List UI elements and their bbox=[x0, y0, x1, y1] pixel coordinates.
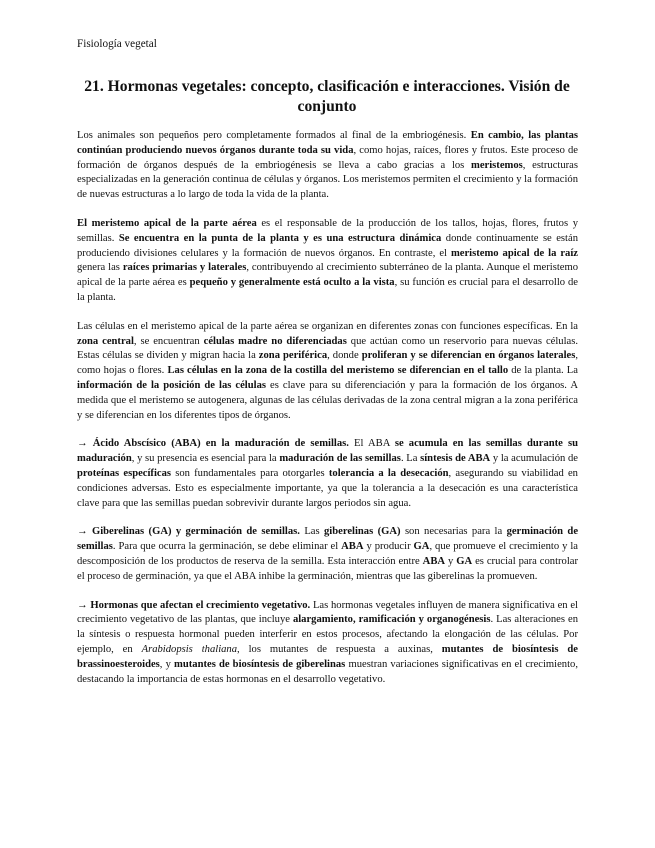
bold-text: Las células en la zona de la costilla del meristemo se diferencian en el tallo bbox=[167, 365, 509, 377]
paragraph-intro bbox=[77, 129, 578, 203]
bold-text: mutantes de biosíntesis de giberelinas bbox=[174, 658, 346, 670]
text-run: son fundamentales para otorgarles bbox=[171, 467, 329, 479]
bold-text: Hormonas que afectan el crecimiento vegetativo. bbox=[90, 599, 311, 611]
text-run: , contribuyendo al crecimiento subterráneo de la planta. Aunque el meristemo apical de la parte aérea es bbox=[77, 262, 579, 289]
paragraph-aba bbox=[77, 437, 578, 511]
paragraph-apical-meristem bbox=[77, 217, 578, 306]
text-run: El ABA bbox=[348, 438, 395, 450]
text-run: y producir bbox=[363, 541, 414, 553]
paragraph-gibberellins bbox=[77, 525, 578, 584]
bold-text: El meristemo apical de la parte aérea bbox=[77, 217, 257, 229]
bold-text: maduración de las semillas bbox=[279, 453, 401, 465]
text-run: , como hojas, raíces, flores y frutos. Este proceso de formación de órganos después de la embriogénesis se lleva a cabo gracias a los bbox=[77, 144, 579, 171]
document-body bbox=[77, 129, 578, 701]
bold-text: Se encuentra en la punta de la planta y es una estructura dinámica bbox=[118, 232, 442, 244]
text-run: . La bbox=[400, 453, 421, 465]
bold-text: zona periférica bbox=[258, 350, 328, 362]
text-run: → bbox=[77, 599, 91, 611]
bold-text: síntesis de ABA bbox=[420, 453, 491, 465]
bold-text: se acumula en las semillas durante su maduración bbox=[77, 438, 578, 465]
text-run: es clave para su diferenciación y para la formación de los órganos. A medida que el meristemo se autogenera, algunas de las células derivadas de la zona central migran a la zona periférica y se diferencian en los diferentes tipos de órganos. bbox=[77, 379, 578, 421]
bold-text: Ácido Abscísico (ABA) en la maduración de semillas. bbox=[92, 438, 349, 450]
text-run: muestran variaciones significativas en el crecimiento, destacando la importancia de estas hormonas en el desarrollo vegetativo. bbox=[77, 658, 578, 685]
bold-text: ABA bbox=[341, 541, 364, 553]
bold-text: raíces primarias y laterales bbox=[122, 262, 247, 274]
text-run: , que promueve el crecimiento y la descomposición de los productos de reserva de la semilla. Esta interacción entre bbox=[77, 541, 578, 567]
text-run: Las células en el meristemo apical de la parte aérea se organizan en diferentes zonas con funciones específicas. En la bbox=[77, 320, 578, 332]
text-run: genera las bbox=[77, 262, 123, 274]
bold-text: GA bbox=[413, 541, 430, 553]
bold-text: GA bbox=[456, 555, 473, 567]
text-run: y bbox=[445, 555, 457, 567]
page-header: Fisiología vegetal bbox=[77, 38, 157, 50]
text-run: que actúan como un reservorio para nuevas células. Estas células se dividen y migran hacia la bbox=[77, 335, 578, 362]
text-run: Los animales son pequeños pero completamente formados al final de la embriogénesis. bbox=[77, 130, 471, 141]
text-run: → bbox=[77, 438, 93, 450]
bold-text: proteínas específicas bbox=[77, 467, 172, 479]
bold-text: ABA bbox=[422, 555, 446, 567]
text-run: es el responsable de la producción de los tallos, hojas, flores, frutos y semillas. bbox=[77, 217, 578, 244]
text-run: y la acumulación de bbox=[490, 453, 578, 465]
text-run: , los mutantes de respuesta a auxinas, bbox=[237, 643, 442, 655]
bold-text: información de la posición de las células bbox=[77, 379, 267, 391]
text-run: , como hojas o flores. bbox=[77, 350, 579, 377]
bold-text: proliferan y se diferencian en órganos laterales bbox=[361, 350, 576, 362]
text-run: , donde bbox=[327, 350, 362, 362]
italic-text: Arabidopsis thaliana bbox=[141, 643, 238, 655]
text-run: donde continuamente se están produciendo divisiones celulares y la formación de nuevos órganos. En contraste, el bbox=[77, 232, 578, 259]
bold-text: Giberelinas (GA) y germinación de semillas. bbox=[91, 526, 300, 538]
text-run: Las hormonas vegetales influyen de manera significativa en el crecimiento vegetativo de las plantas, que incluye bbox=[77, 599, 578, 626]
text-run: , y bbox=[159, 658, 175, 670]
bold-text: tolerancia a la desecación bbox=[328, 467, 449, 479]
bold-text: zona central bbox=[77, 335, 134, 347]
text-run: Las bbox=[299, 526, 324, 538]
bold-text: giberelinas (GA) bbox=[323, 526, 401, 538]
bold-text: meristemos bbox=[471, 159, 523, 171]
text-run: → bbox=[77, 526, 92, 538]
text-run: son necesarias para la bbox=[400, 526, 507, 538]
bold-text: pequeño y generalmente está oculto a la vista bbox=[189, 277, 395, 289]
bold-text: germinación de semillas bbox=[77, 526, 579, 553]
bold-text: En cambio, las plantas continúan produciendo nuevos órganos durante toda su vida bbox=[77, 130, 578, 156]
bold-text: mutantes de biosíntesis de brassinoesteroides bbox=[77, 643, 578, 670]
bold-text: células madre no diferenciadas bbox=[203, 335, 347, 347]
text-run: , se encuentran bbox=[133, 335, 204, 347]
text-run: , asegurando su viabilidad en condiciones adversas. Esto es especialmente importante, ya que la tolerancia a la desecación es una característica clave para que las semillas puedan sobrevivir durante largos periodos sin agua. bbox=[77, 467, 578, 509]
text-run: , y su presencia es esencial para la bbox=[131, 453, 280, 465]
text-run: . Las alteraciones en la síntesis o respuesta hormonal pueden interferir en estos procesos, afectando la elongación de las células. Por ejemplo, en bbox=[77, 614, 578, 655]
text-run: , su función es crucial para el desarrollo de la planta. bbox=[77, 277, 578, 303]
text-run: es crucial para controlar el proceso de germinación, ya que el ABA inhibe la germinación, mientras que las giberelinas la promueven. bbox=[77, 555, 579, 582]
bold-text: alargamiento, ramificación y organogénesis bbox=[292, 614, 491, 626]
paragraph-vegetative-growth bbox=[77, 599, 578, 688]
paragraph-meristem-zones bbox=[77, 320, 578, 424]
text-run: , estructuras especializadas en la generación continua de células y órganos. Los meristemos permiten el crecimiento y la formación de nuevas estructuras a lo largo de toda la vida de la planta. bbox=[77, 159, 578, 201]
bold-text: meristemo apical de la raíz bbox=[450, 247, 578, 259]
text-run: . Para que ocurra la germinación, se debe eliminar el bbox=[112, 541, 342, 553]
page-title: 21. Hormonas vegetales: concepto, clasificación e interacciones. Visión de conjunto bbox=[84, 78, 570, 115]
text-run: de la planta. La bbox=[508, 365, 578, 377]
